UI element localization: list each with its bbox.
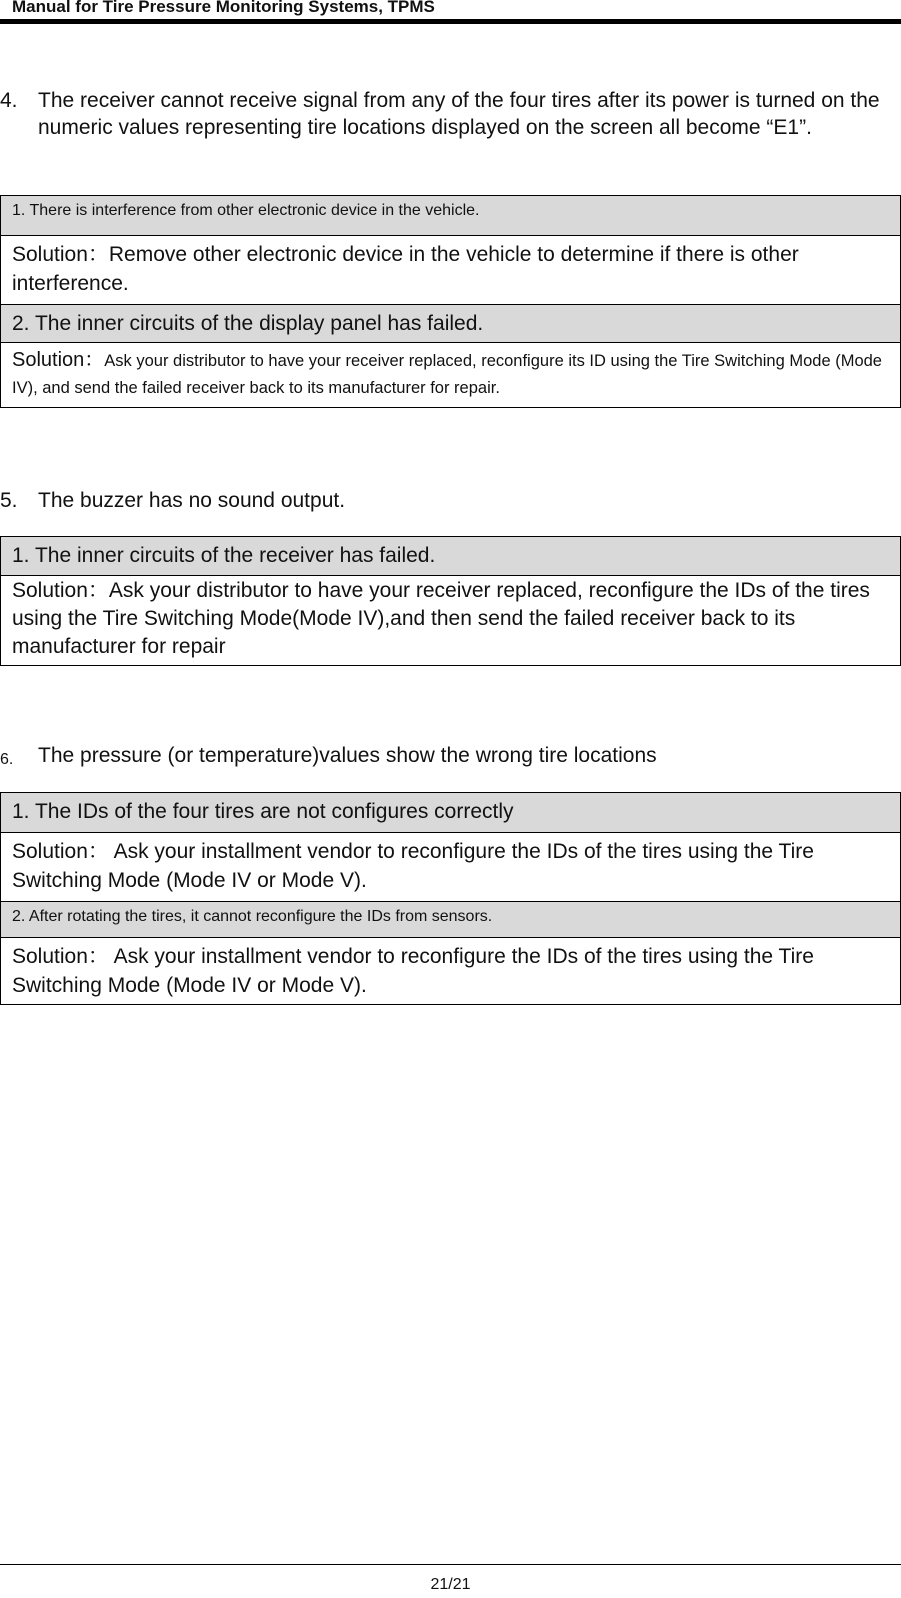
issue-text: The buzzer has no sound output. <box>38 489 346 512</box>
issue-text: The receiver cannot receive signal from any of the four tires after its power is turned on the numeric values representing tire locations displayed on the screen all become “E1”. <box>38 89 880 139</box>
solution-text: Ask your distributor to have your receiver replaced, reconfigure its ID using the Tire Switching Mode (Mode IV), and send the failed receiver back to its manufacturer for repair. <box>12 352 882 397</box>
solution-row: Solution： Ask your installment vendor to reconfigure the IDs of the tires using the Tire Switching Mode (Mode IV or Mode V). <box>1 938 901 1005</box>
issue-5-table <box>0 536 901 666</box>
issue-number: 6. <box>0 751 14 768</box>
cause-row: 1. There is interference from other electronic device in the vehicle. <box>1 196 901 236</box>
solution-row: Solution：Remove other electronic device in the vehicle to determine if there is other interference. <box>1 236 901 305</box>
cause-row: 1. The inner circuits of the receiver has failed. <box>1 537 901 576</box>
solution-row: Solution：Ask your distributor to have your receiver replaced, reconfigure the IDs of the tires using the Tire Switching Mode(Mode IV),and then send the failed receiver back to its manufacturer for repair <box>1 576 901 666</box>
issue-text: The pressure (or temperature)values show the wrong tire locations <box>38 744 657 767</box>
cause-row: 2. After rotating the tires, it cannot reconfigure the IDs from sensors. <box>1 902 901 938</box>
solution-row <box>1 343 901 408</box>
issue-number: 4. <box>0 89 18 112</box>
document-header-title: Manual for Tire Pressure Monitoring Systems, TPMS <box>12 0 435 16</box>
footer-rule <box>0 1564 901 1565</box>
cause-row: 1. The IDs of the four tires are not configures correctly <box>1 793 901 833</box>
solution-row: Solution： Ask your installment vendor to reconfigure the IDs of the tires using the Tire Switching Mode (Mode IV or Mode V). <box>1 833 901 902</box>
page-number: 21/21 <box>430 1576 471 1593</box>
issue-4-table <box>0 195 901 408</box>
header-rule <box>0 19 901 24</box>
cause-row: 2. The inner circuits of the display panel has failed. <box>1 305 901 343</box>
solution-label: Solution： <box>12 349 105 371</box>
issue-6-table <box>0 792 901 1005</box>
issue-number: 5. <box>0 489 18 512</box>
